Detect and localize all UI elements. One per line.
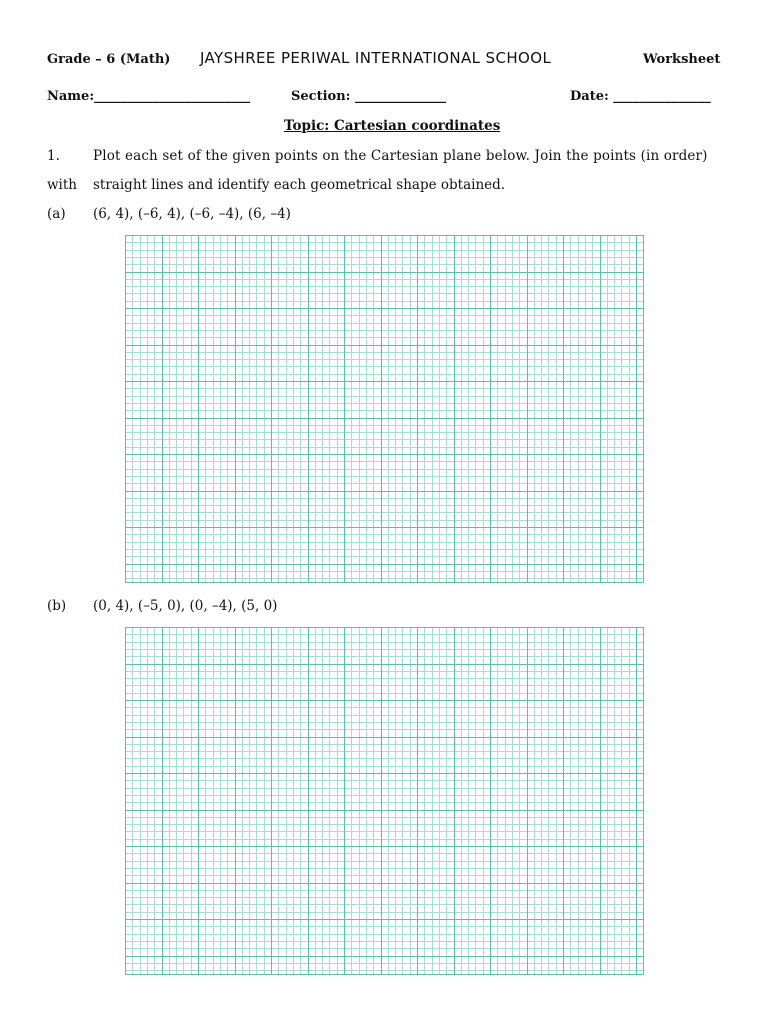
question-number: 1. bbox=[47, 148, 60, 164]
grid-lines bbox=[125, 627, 644, 975]
graph-paper-b[interactable] bbox=[125, 627, 644, 975]
school-name: JAYSHREE PERIWAL INTERNATIONAL SCHOOL bbox=[200, 49, 552, 67]
question-with: with bbox=[47, 177, 77, 193]
question-text-line2: straight lines and identify each geometrical shape obtained. bbox=[93, 177, 506, 193]
topic-title: Topic: Cartesian coordinates bbox=[284, 118, 501, 134]
worksheet-label: Worksheet bbox=[643, 52, 721, 67]
graph-paper-a[interactable] bbox=[125, 235, 644, 583]
part-a-label: (a) bbox=[47, 206, 66, 222]
question-text-line1: Plot each set of the given points on the Cartesian plane below. Join the points (in order) bbox=[93, 148, 708, 164]
grid-lines bbox=[125, 235, 644, 583]
section-field: Section: ______________ bbox=[291, 89, 446, 104]
grade-label: Grade – 6 (Math) bbox=[47, 52, 171, 67]
part-b-points: (0, 4), (–5, 0), (0, –4), (5, 0) bbox=[93, 598, 278, 614]
part-b-label: (b) bbox=[47, 598, 67, 614]
name-field: Name:________________________ bbox=[47, 89, 251, 104]
part-a-points: (6, 4), (–6, 4), (–6, –4), (6, –4) bbox=[93, 206, 291, 222]
date-field: Date: _______________ bbox=[570, 89, 711, 104]
